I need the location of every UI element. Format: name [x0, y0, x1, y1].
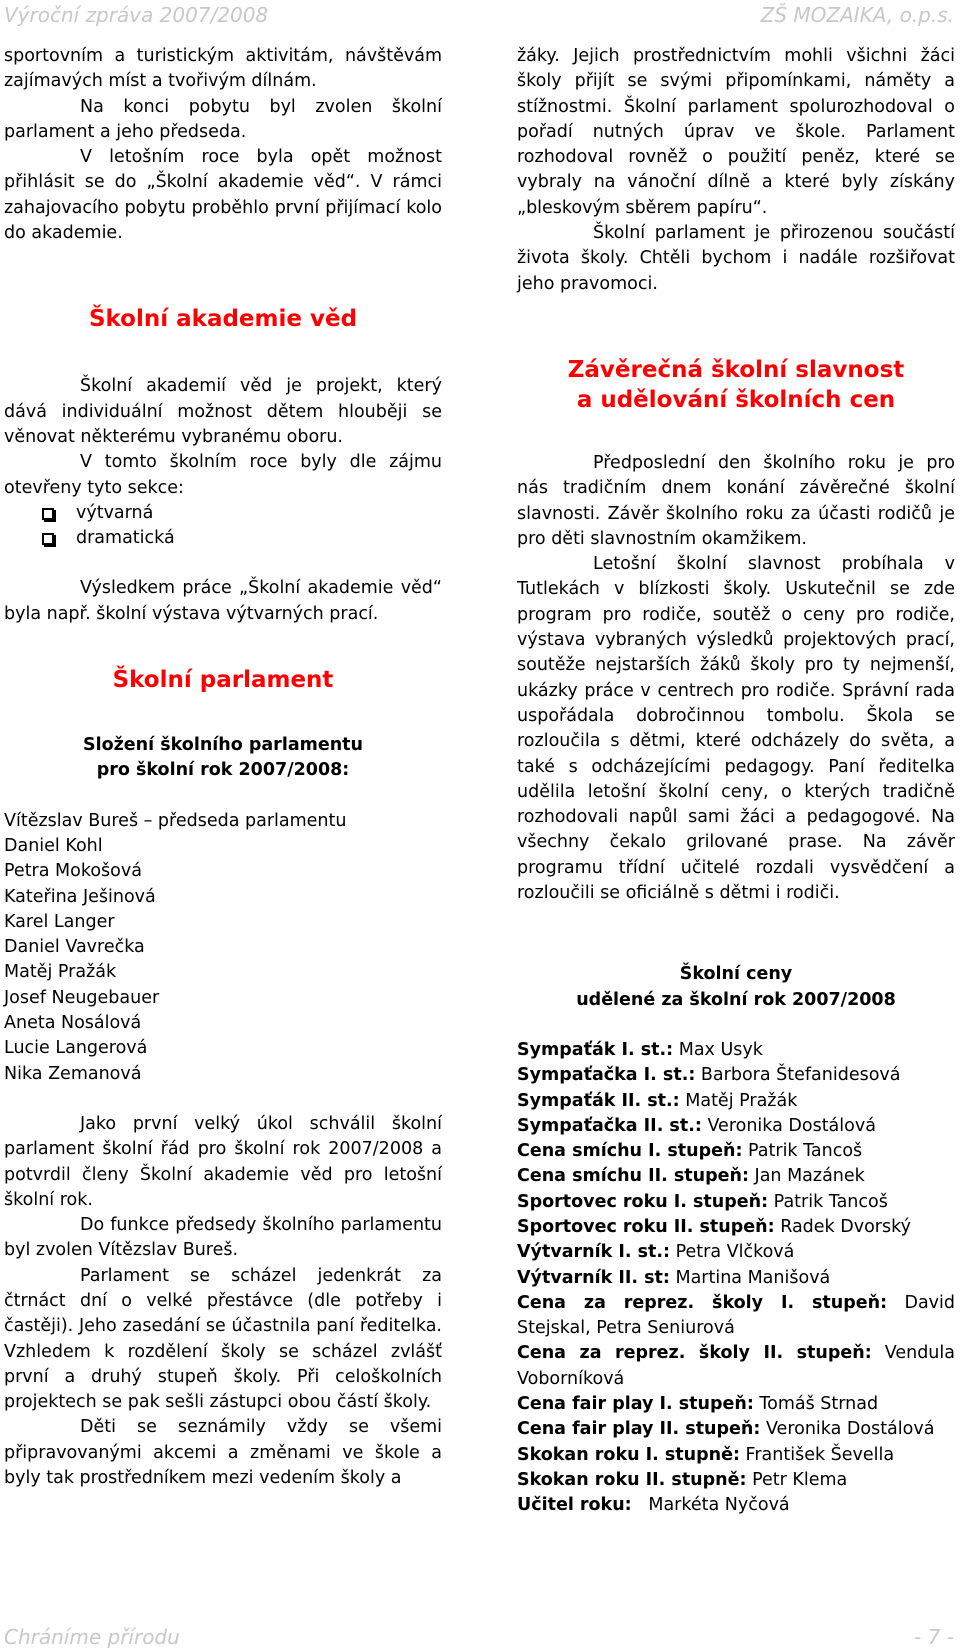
award-entry: Učitel roku: Markéta Nyčová	[517, 1495, 790, 1516]
page-number: - 7 -	[914, 1625, 954, 1649]
member-name: Karel Langer	[4, 911, 115, 932]
award-entry: Skokan roku II. stupně: Petr Klema	[517, 1469, 848, 1490]
award-entry: Cena fair play II. stupeň: Veronika Dostálová	[517, 1419, 935, 1440]
academy-paragraph-1: Školní akademií věd je projekt, který dává individuální možnost dětem hlouběji se věnovat některému vybranému oboru.	[4, 376, 442, 447]
parliament-paragraph-2: Do funkce předsedy školního parlamentu byl zvolen Vítězslav Bureš.	[4, 1215, 442, 1261]
continued-paragraph-1: žáky. Jejich prostřednictvím mohli všichni žáci školy přijít se svými připomínkami, náměty a stížnostmi. Školní parlament spolurozhodoval o pořadí nutných úprav ve škole. Parlament rozhodoval rovněž o použití peněz, které se vybraly na vánoční dílně a které byly získány „bleskovým sběrem papíru“.	[517, 46, 955, 218]
parliament-paragraph-4: Děti se seznámily vždy se všemi připravovanými akcemi a změnami ve škole a byly tak prostředníkem mezi vedením školy a	[4, 1417, 442, 1489]
ceremony-paragraph-1: Předposlední den školního roku je pro nás tradičním dnem konání závěrečné školní slavnosti. Závěr školního roku za účasti rodičů je pro děti slavnostním okamžikem.	[517, 452, 955, 549]
award-entry: Sympaťačka II. st.: Veronika Dostálová	[517, 1115, 876, 1136]
parliament-paragraph-3: Parlament se scházel jedenkrát za čtrnáct dní o velké přestávce (dle potřeby i častěji). Jeho zasedání se účastnila paní ředitelka. Vzhledem k rozdělení školy se scházel zvlášť první a druhý stupeň školy. Při celoškolních projektech se pak sešli zástupci obou částí školy.	[4, 1265, 442, 1413]
checkbox-bullet-icon	[42, 508, 54, 520]
member-name: Daniel Kohl	[4, 835, 103, 856]
award-entry: Sympaťák I. st.: Max Usyk	[517, 1039, 763, 1060]
member-name: Lucie Langerová	[4, 1038, 148, 1059]
member-name: Daniel Vavrečka	[4, 937, 145, 958]
award-entry: Sympaťák II. st.: Matěj Pražák	[517, 1090, 798, 1111]
award-entry: Sportovec roku I. stupeň: Patrik Tancoš	[517, 1191, 888, 1212]
parliament-heading: Školní parlament	[112, 667, 334, 694]
list-item: dramatická	[42, 526, 442, 551]
header-report-title: Výroční zpráva 2007/2008	[4, 3, 269, 27]
ceremony-paragraph-2: Letošní školní slavnost probíhala v Tutlekách v blízkosti školy. Uskutečnil se zde program pro rodiče, soutěž o ceny pro rodiče, výstava vybraných výsledků projektových prací, soutěže nejstarších žáků školy pro ty nejmenší, ukázky práce v centrech pro rodiče. Správní rada uspořádala dobročinnou tombolu. Škola se rozloučila s dětmi, které odcházely do světa, a také s odcházejícími pedagogy. Paní ředitelka udělila letošní školní ceny, o kterých tradičně rozhodovali napůl sami žáci a pedagogové. Na všechny čekalo grilované prase. Na závěr programu třídní učitelé rozdali vysvědčení a rozloučili se oficiálně s dětmi i rodiči.	[517, 554, 955, 904]
member-name: Vítězslav Bureš – předseda parlamentu	[4, 810, 347, 831]
awards-heading-line-2: udělené za školní rok 2007/2008	[576, 989, 896, 1010]
continued-paragraph-2: Školní parlament je přirozenou součástí života školy. Chtěli bychom i nadále rozšiřovat jeho pravomoci.	[517, 223, 955, 294]
awards-heading-line-1: Školní ceny	[679, 964, 793, 985]
member-name: Aneta Nosálová	[4, 1013, 142, 1034]
header-school-name: ZŠ MOZAIKA, o.p.s.	[760, 3, 954, 27]
composition-heading-line-2: pro školní rok 2007/2008:	[96, 760, 350, 781]
award-entry: Sportovec roku II. stupeň: Radek Dvorský	[517, 1216, 911, 1237]
checkbox-bullet-icon	[42, 533, 54, 545]
member-name: Josef Neugebauer	[4, 987, 160, 1008]
award-entry: Cena smíchu I. stupeň: Patrik Tancoš	[517, 1141, 863, 1162]
parliament-paragraph-1: Jako první velký úkol schválil školní parlament školní řád pro školní rok 2007/2008 a potvrdil členy Školní akademie věd pro letošní školní rok.	[4, 1113, 442, 1210]
intro-paragraph-1: sportovním a turistickým aktivitám, návštěvám zajímavých míst a tvořivým dílnám.	[4, 46, 442, 92]
member-name: Petra Mokošová	[4, 861, 142, 882]
intro-paragraph-3: V letošním roce byla opět možnost přihlásit se do „Školní akademie věd“. V rámci zahajovacího pobytu proběhlo první přijímací kolo do akademie.	[4, 147, 442, 244]
page-footer	[0, 1622, 960, 1652]
award-entry: Skokan roku I. stupně: František Ševella	[517, 1444, 895, 1465]
award-entry: Výtvarník I. st.: Petra Vlčková	[517, 1242, 795, 1263]
award-entry: Cena za reprez. školy I. stupeň: David Stejskal, Petra Seniurová	[517, 1292, 956, 1339]
award-entry: Cena smíchu II. stupeň: Jan Mazánek	[517, 1166, 865, 1187]
intro-paragraph-2: Na konci pobytu byl zvolen školní parlament a jeho předseda.	[4, 96, 442, 142]
list-item: výtvarná	[42, 501, 442, 526]
ceremony-heading-line-1: Závěrečná školní slavnost	[567, 356, 905, 383]
page-header	[0, 0, 960, 30]
member-name: Matěj Pražák	[4, 962, 117, 983]
member-name: Kateřina Ješinová	[4, 886, 156, 907]
parliament-members-list	[4, 809, 442, 1087]
academy-sections-list	[4, 501, 442, 552]
award-entry: Cena fair play I. stupeň: Tomáš Strnad	[517, 1394, 879, 1415]
left-column	[4, 44, 442, 1491]
award-entry: Cena za reprez. školy II. stupeň: Vendula Voborníková	[517, 1343, 955, 1389]
footer-motto: Chráníme přírodu	[4, 1625, 180, 1649]
academy-heading: Školní akademie věd	[88, 306, 358, 333]
right-column	[517, 44, 955, 1519]
member-name: Nika Zemanová	[4, 1063, 142, 1084]
award-entry: Sympaťačka I. st.: Barbora Štefanidesová	[517, 1065, 901, 1086]
ceremony-heading-line-2: a udělování školních cen	[576, 386, 896, 413]
awards-list	[517, 1038, 955, 1519]
academy-paragraph-3: Výsledkem práce „Školní akademie věd“ byla např. školní výstava výtvarných prací.	[4, 578, 442, 624]
composition-heading-line-1: Složení školního parlamentu	[82, 735, 364, 756]
academy-paragraph-2: V tomto školním roce byly dle zájmu otevřeny tyto sekce:	[4, 452, 442, 498]
award-entry: Výtvarník II. st: Martina Manišová	[517, 1267, 831, 1288]
